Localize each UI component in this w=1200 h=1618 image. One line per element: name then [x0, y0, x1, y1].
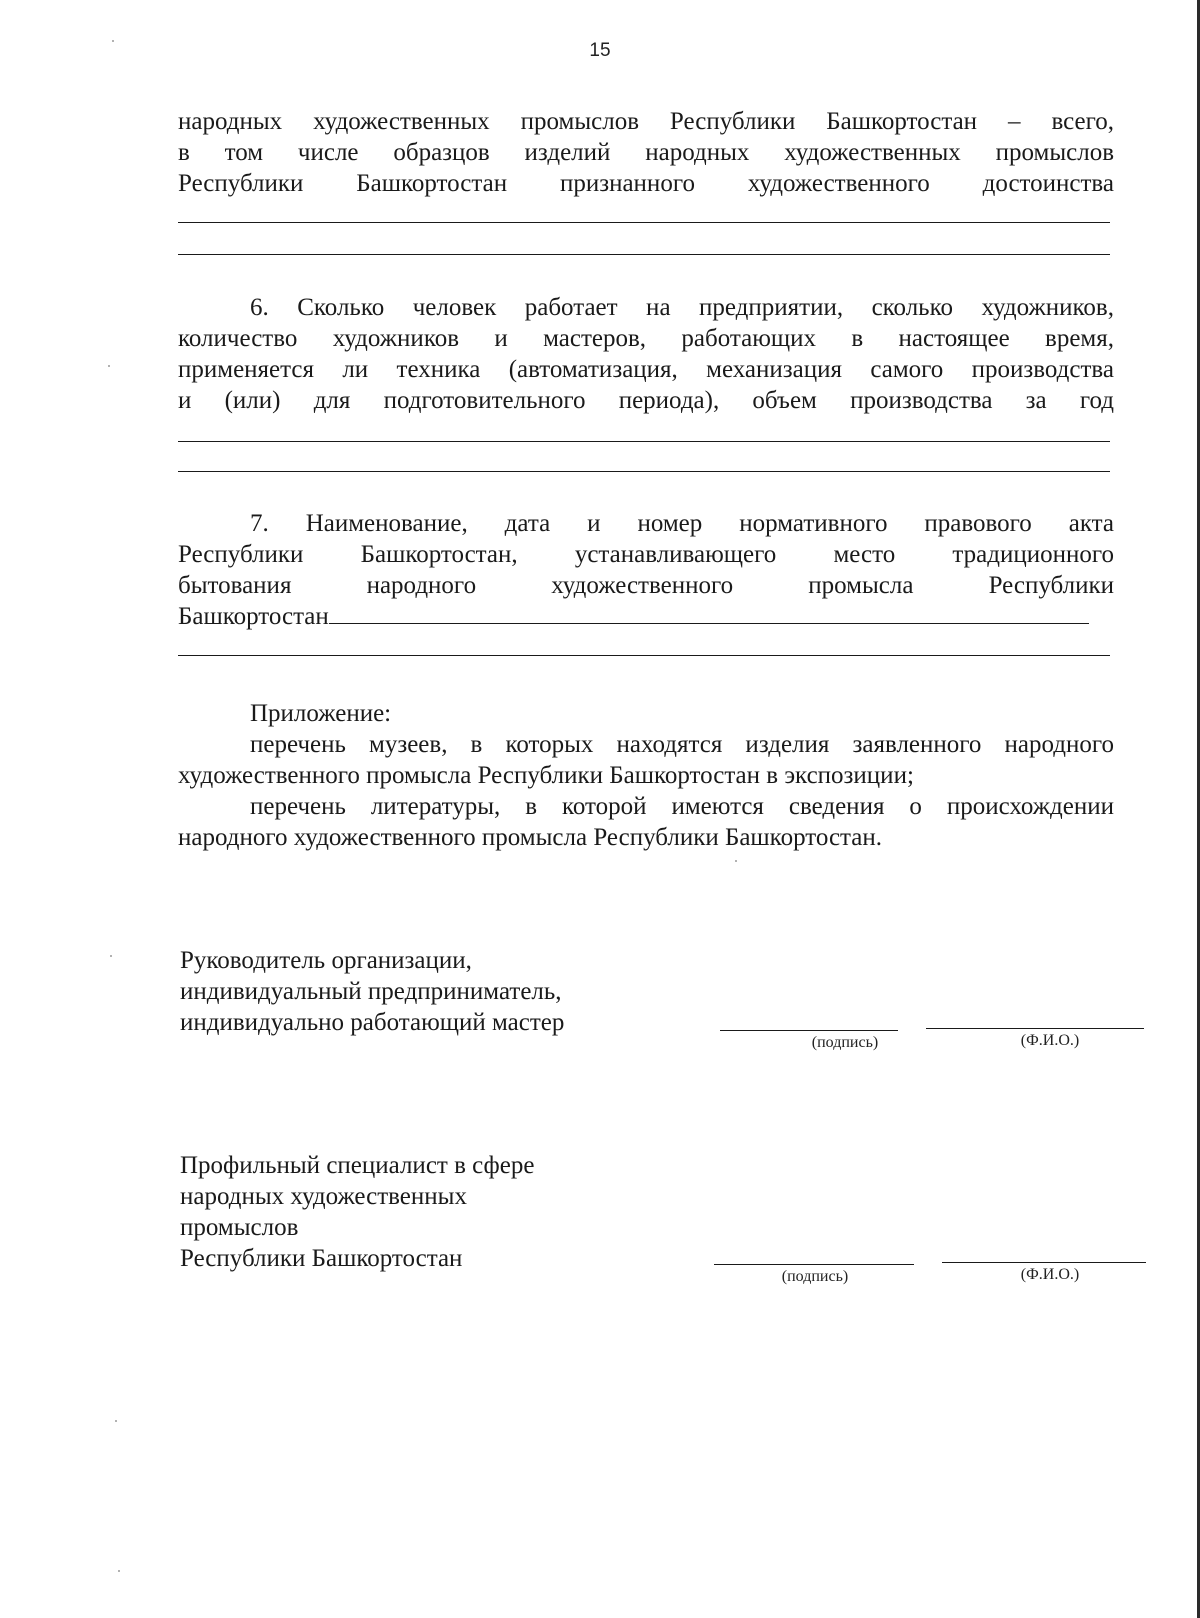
- section-5-line-1: народных художественных промыслов Республики Башкортостан – всего,: [178, 108, 1114, 135]
- signature-specialist-line-4: Республики Башкортостан: [180, 1245, 463, 1272]
- section-5-answer-line-2: [178, 254, 1110, 255]
- section-7-last-word: Башкортостан: [178, 603, 329, 630]
- section-6-line-2: количество художников и мастеров, работающих в настоящее время,: [178, 325, 1114, 352]
- signature-head-line-3: индивидуально работающий мастер: [180, 1009, 565, 1036]
- scan-speck: [108, 365, 110, 367]
- section-7-line-4: [178, 601, 1114, 632]
- signature-specialist-line-2: народных художественных: [180, 1183, 467, 1210]
- signature-specialist-line-1: Профильный специалист в сфере: [180, 1152, 535, 1179]
- appendix-item-2-line-1: перечень литературы, в которой имеются сведения о происхождении: [250, 793, 1114, 820]
- scan-speck: [110, 955, 112, 957]
- section-7-inline-answer-line: [329, 623, 1089, 624]
- section-6-line-4: и (или) для подготовительного периода), объем производства за год: [178, 387, 1114, 414]
- section-7-answer-line-2: [178, 655, 1110, 656]
- appendix-title: Приложение:: [250, 700, 392, 727]
- signature-specialist-line-3: промыслов: [180, 1214, 299, 1241]
- section-5-line-3: Республики Башкортостан признанного художественного достоинства: [178, 170, 1114, 197]
- signature-head-name-caption: (Ф.И.О.): [1020, 1032, 1080, 1049]
- page-number: 15: [589, 40, 611, 61]
- section-7-line-2: Республики Башкортостан, устанавливающего место традиционного: [178, 541, 1114, 568]
- scan-speck: [735, 860, 737, 862]
- appendix-item-1-line-2: художественного промысла Республики Башкортостан в экспозиции;: [178, 762, 914, 789]
- scan-speck: [112, 40, 114, 42]
- signature-head-signature-line: [720, 1030, 898, 1031]
- signature-specialist-name-line: [942, 1262, 1146, 1263]
- section-6-answer-line-1: [178, 441, 1110, 442]
- section-5-answer-line-1: [178, 222, 1110, 223]
- signature-specialist-name-caption: (Ф.И.О.): [1020, 1266, 1080, 1283]
- signature-specialist-signature-caption: (подпись): [781, 1268, 849, 1285]
- section-6-line-3: применяется ли техника (автоматизация, механизация самого производства: [178, 356, 1114, 383]
- section-7-line-1: 7. Наименование, дата и номер нормативного правового акта: [250, 510, 1114, 537]
- signature-head-name-line: [926, 1028, 1144, 1029]
- signature-head-line-2: индивидуальный предприниматель,: [180, 978, 562, 1005]
- signature-head-signature-caption: (подпись): [811, 1034, 879, 1051]
- section-6-answer-line-2: [178, 471, 1110, 472]
- scan-speck: [115, 1420, 117, 1422]
- section-7-line-3: бытования народного художественного промысла Республики: [178, 572, 1114, 599]
- signature-head-line-1: Руководитель организации,: [180, 947, 472, 974]
- appendix-item-2-line-2: народного художественного промысла Республики Башкортостан.: [178, 824, 883, 851]
- section-5-line-2: в том числе образцов изделий народных художественных промыслов: [178, 139, 1114, 166]
- scan-speck: [118, 1570, 120, 1572]
- signature-specialist-signature-line: [714, 1264, 914, 1265]
- section-6-line-1: 6. Сколько человек работает на предприятии, сколько художников,: [250, 294, 1114, 321]
- appendix-item-1-line-1: перечень музеев, в которых находятся изделия заявленного народного: [250, 731, 1114, 758]
